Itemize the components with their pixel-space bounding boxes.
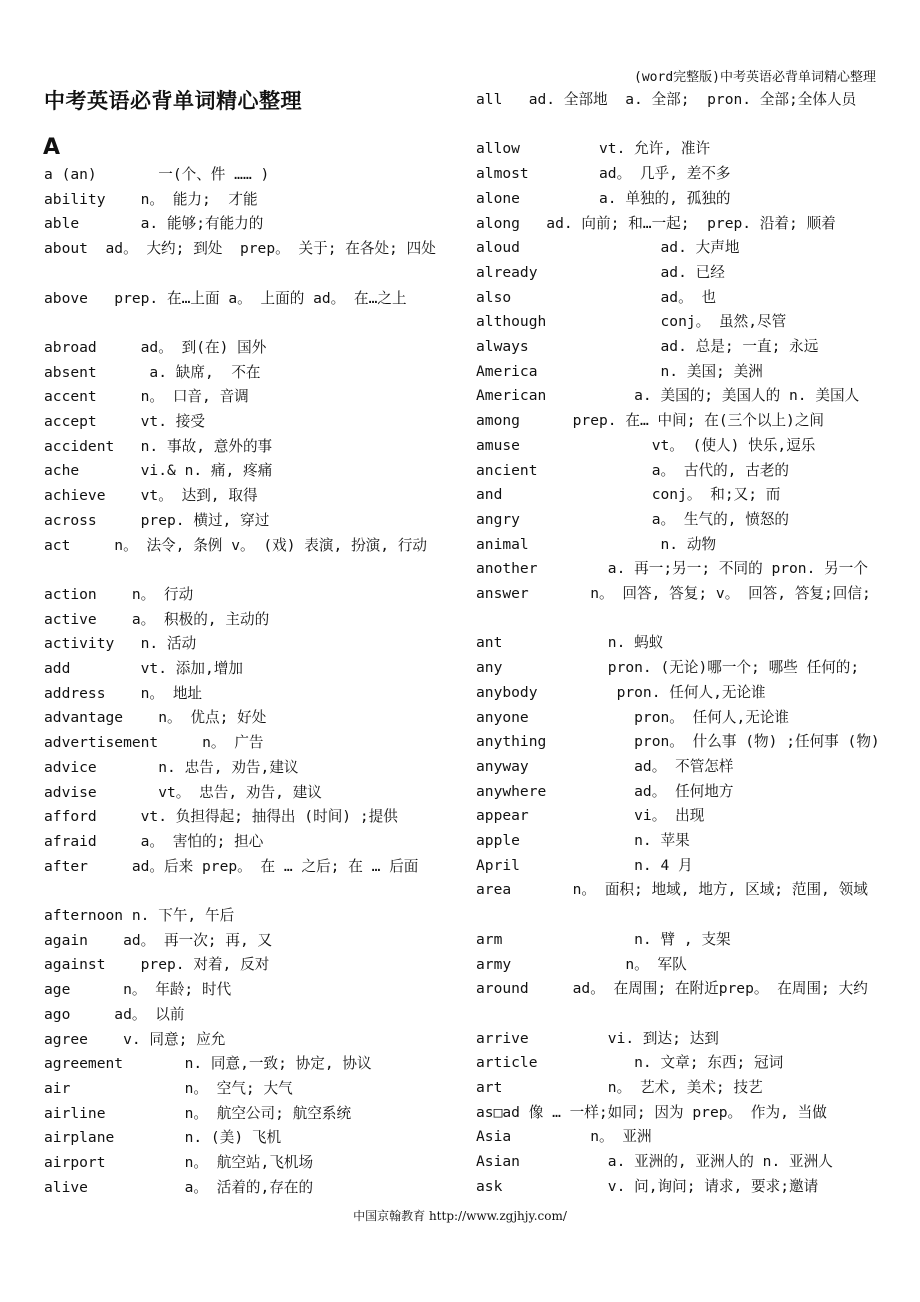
word-entry: advise vt。 忠告, 劝告, 建议 [44,783,322,801]
word-entry: any pron. (无论)哪一个; 哪些 任何的; [476,659,860,677]
word-entry: also ad。 也 [476,288,717,306]
word-entry: another a. 再一;另一; 不同的 pron. 另一个 [476,560,868,578]
word-entry: ability n。 能力; 才能 [44,190,258,208]
word-entry: accident n. 事故, 意外的事 [44,437,273,455]
word-entry: accept vt. 接受 [44,413,205,430]
word-entry: add vt. 添加,增加 [44,660,243,677]
word-entry: America n. 美国; 美洲 [476,362,763,380]
word-entry: appear vi。 出现 [476,807,705,825]
word-entry: ache vi.& n. 痛, 疼痛 [44,462,273,480]
word-entry: achieve vt。 达到, 取得 [44,487,258,505]
word-entry: anywhere ad。 任何地方 [476,782,734,800]
word-entry: already ad. 已经 [476,263,725,281]
word-entry: anyway ad。 不管怎样 [476,757,734,775]
word-entry: Asian a. 亚洲的, 亚洲人的 n. 亚洲人 [476,1153,833,1171]
word-entry: afternoon n. 下午, 午后 [44,907,235,924]
document-title: 中考英语必背单词精心整理 [44,89,302,113]
word-entry: all ad. 全部地 a. 全部; pron. 全部;全体人员 [476,91,857,108]
word-entry: article n. 文章; 东西; 冠词 [476,1054,784,1072]
word-entry: absent a. 缺席, 不在 [44,363,261,381]
word-entry: angry a。 生气的, 愤怒的 [476,510,790,528]
word-entry: art n。 艺术, 美术; 技艺 [476,1079,763,1096]
word-entry: airport n。 航空站,飞机场 [44,1154,314,1171]
word-entry: allow vt. 允许, 准许 [476,140,711,158]
word-entry: ago ad。 以前 [44,1005,185,1023]
word-entry: agree v. 同意; 应允 [44,1030,226,1048]
word-entry: advertisement n。 广告 [44,734,264,752]
word-entry: act n。 法令, 条例 v。 (戏) 表演, 扮演, 行动 [44,536,428,554]
word-entry: afraid a。 害怕的; 担心 [44,832,264,850]
word-entry: arrive vi. 到达; 达到 [476,1029,719,1047]
word-entry: area n。 面积; 地域, 地方, 区域; 范围, 领域 [476,881,868,899]
word-entry: alive a。 活着的,存在的 [44,1178,314,1196]
word-entry: amuse vt。 (使人) 快乐,逗乐 [476,436,816,454]
word-entry: ask v. 问,询问; 请求, 要求;邀请 [476,1177,819,1195]
word-entry: age n。 年龄; 时代 [44,981,232,999]
word-entry: alone a. 单独的, 孤独的 [476,189,731,207]
word-entry: abroad ad。 到(在) 国外 [44,338,267,356]
word-entry: aloud ad. 大声地 [476,239,740,257]
word-entry: able a. 能够;有能力的 [44,215,264,233]
word-entry: air n。 空气; 大气 [44,1079,293,1097]
word-entry: apple n. 苹果 [476,832,690,849]
word-entry: advice n. 忠告, 劝告,建议 [44,758,299,776]
word-entry: activity n. 活动 [44,635,197,653]
word-entry: always ad. 总是; 一直; 永远 [476,338,819,355]
word-entry: and conj。 和;又; 而 [476,486,781,504]
word-entry: anybody pron. 任何人,无论谁 [476,683,766,701]
word-entry: again ad。 再一次; 再, 又 [44,931,273,949]
word-entry: airline n。 航空公司; 航空系统 [44,1104,352,1122]
page-footer: 中国京翰教育 http://www.zgjhjy.com/ [353,1209,567,1223]
word-entry: arm n. 臂 , 支架 [476,930,731,948]
word-entry: against prep. 对着, 反对 [44,956,270,974]
word-entry: answer n。 回答, 答复; v。 回答, 答复;回信; [476,585,871,602]
word-entry: above prep. 在…上面 a。 上面的 ad。 在…之上 [44,289,407,307]
word-entry: about ad。 大约; 到处 prep。 关于; 在各处; 四处 [44,240,436,258]
word-entry: ancient a。 古代的, 古老的 [476,461,790,479]
word-entry: almost ad。 几乎, 差不多 [476,165,731,183]
word-entry: airplane n. (美) 飞机 [44,1129,282,1147]
word-entry: action n。 行动 [44,585,194,603]
word-entry: army n。 军队 [476,955,687,973]
word-entry: anything pron。 什么事 (物) ;任何事 (物) [476,733,880,751]
word-entry: advantage n。 优点; 好处 [44,709,267,727]
word-entry: animal n. 动物 [476,535,717,553]
word-entry: accent n。 口音, 音调 [44,388,249,406]
word-entry: although conj。 虽然,尽管 [476,313,787,331]
word-entry: among prep. 在… 中间; 在(三个以上)之间 [476,412,825,430]
word-entry: around ad。 在周围; 在附近prep。 在周围; 大约 [476,980,868,998]
word-entry: address n。 地址 [44,684,203,702]
word-entry: ant n. 蚂蚁 [476,634,664,652]
word-entry: agreement n. 同意,一致; 协定, 协议 [44,1055,372,1073]
word-entry: American a. 美国的; 美国人的 n. 美国人 [476,387,860,405]
word-entry: across prep. 横过, 穿过 [44,511,270,529]
word-entry: a (an) 一(个、件 …… ) [44,166,270,183]
word-entry: afford vt. 负担得起; 抽得出 (时间) ;提供 [44,808,398,826]
word-entry: active a。 积极的, 主动的 [44,610,270,628]
word-entry: April n. 4 月 [476,856,693,874]
word-entry: along ad. 向前; 和…一起; prep. 沿着; 顺着 [476,214,836,232]
word-entry: Asia n。 亚洲 [476,1128,652,1146]
word-entry: after ad。后来 prep。 在 … 之后; 在 … 后面 [44,857,419,875]
page-header: (word完整版)中考英语必背单词精心整理 [634,70,876,85]
word-entry: anyone pron。 任何人,无论谁 [476,708,790,726]
section-letter: A [43,135,61,160]
word-entry: as□ad 像 … 一样;如同; 因为 prep。 作为, 当做 [476,1103,827,1121]
